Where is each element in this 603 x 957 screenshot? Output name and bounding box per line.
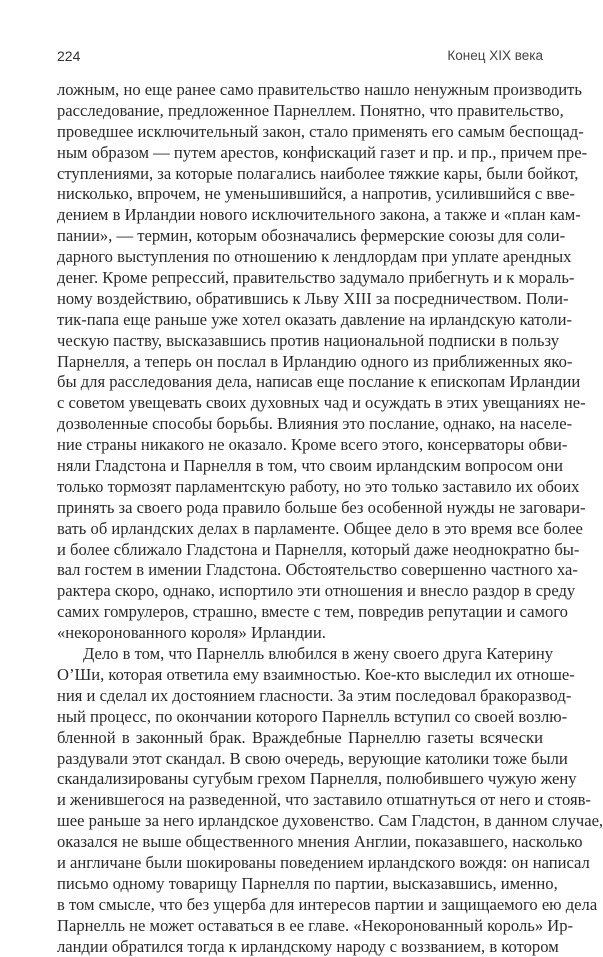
page-header xyxy=(57,48,543,68)
text-line: пании», — термин, которым обозначались фермерские союзы для соли- xyxy=(57,226,566,246)
running-title: Конец XIX века xyxy=(447,48,543,63)
text-line: рактера скоро, однако, испортило эти отношения и внесло раздор в среду xyxy=(57,581,576,601)
text-line: О’Ши, которая ответила ему взаимностью. Кое-кто выследил их отноше- xyxy=(57,664,575,684)
text-line: Дело в том, что Парнелль влюбился в жену своего друга Катерину xyxy=(83,644,554,664)
text-line: и более сближало Гладстона и Парнелля, который даже неоднократно бы- xyxy=(57,539,580,559)
text-line: шее раньше за него ирландское духовенство. Сам Гладстон, в данном случае, xyxy=(57,811,603,831)
text-line: тик-папа еще раньше уже хотел оказать давление на ирландскую католи- xyxy=(57,309,572,329)
text-line: принять за своего рода правило больше без особенной нужды не заговари- xyxy=(57,497,586,517)
page-number: 224 xyxy=(57,48,81,64)
text-line: денег. Кроме репрессий, правительство задумало прибегнуть и к мораль- xyxy=(57,268,575,288)
text-line: бленной в законный брак. Враждебные Парнеллю газеты всячески xyxy=(57,727,543,747)
text-line: ступлениями, за которые полагались наиболее тяжкие кары, были бойкот, xyxy=(57,163,579,183)
text-line: скандализированы сугубым грехом Парнелля, полюбившего чужую жену xyxy=(57,769,577,789)
text-line: вать об ирландских делах в парламенте. Общее дело в это время все более xyxy=(57,518,583,538)
text-line: вал гостем в имении Гладстона. Обстоятельство совершенно частного ха- xyxy=(57,560,578,580)
text-line: только тормозят парламентскую работу, но это только заставило их обоих xyxy=(57,476,580,496)
text-line: ный процесс, по окончании которого Парнелль вступил со своей возлю- xyxy=(57,706,568,726)
text-line: ным образом — путем арестов, конфискаций газет и пр. и пр., причем пре- xyxy=(57,142,588,162)
text-line: письмо одному товарищу Парнелля по партии, высказавшись, именно, xyxy=(57,873,558,893)
text-line: няли Гладстона и Парнелля в том, что своим ирландским вопросом они xyxy=(57,456,563,476)
text-line: ческую паству, высказавшись против национальной подписки в пользу xyxy=(57,330,560,350)
text-line: Парнелля, а теперь он послал в Ирландию одного из приближенных яко- xyxy=(57,351,573,371)
text-line: и англичане были шокированы поведением ирландского вождя: он написал xyxy=(57,852,590,872)
text-line: ние страны никакого не оказало. Кроме всего этого, консерваторы обви- xyxy=(57,435,568,455)
text-line: ния и сделал их достоянием гласности. За этим последовал бракоразвод- xyxy=(57,685,572,705)
text-line: дарного выступления по отношению к лендлордам при уплате арендных xyxy=(57,247,572,267)
text-line: ному воздействию, обратившись к Льву XIII за посредничеством. Поли- xyxy=(57,288,569,308)
text-line: дением в Ирландии нового исключительного закона, а также и «план кам- xyxy=(57,205,581,225)
text-line: самих гомрулеров, страшно, вместе с тем, повредив репутации и самого xyxy=(57,602,568,622)
text-line: с советом увещевать своих духовных чад и осуждать в этих увещаниях не- xyxy=(57,393,586,413)
text-line: нисколько, впрочем, не уменьшившийся, а напротив, усилившийся с вве- xyxy=(57,184,575,204)
text-line: ложным, но еще ранее само правительство нашло ненужным производить xyxy=(57,80,582,99)
text-line: дозволенные способы борьбы. Влияния это послание, однако, на населе- xyxy=(57,414,573,434)
body-text xyxy=(57,80,603,957)
text-line: в том смысле, что без ущерба для интересов партии и защищаемого ею дела xyxy=(57,894,598,914)
text-line: бы для расследования дела, написав еще послание к епископам Ирландии xyxy=(57,372,581,392)
text-line: расследование, предложенное Парнеллем. Понятно, что правительство, xyxy=(57,100,564,120)
text-line: оказался не выше общественного мнения Англии, показавшего, насколько xyxy=(57,832,583,852)
text-line: проведшее исключительный закон, стало применять его самым беспощад- xyxy=(57,121,584,141)
text-line: и женившегося на разведенной, что заставило отшатнуться от него и стояв- xyxy=(57,790,591,810)
text-line: ландии обратился тогда к ирландскому народу с воззванием, в котором xyxy=(57,936,559,956)
text-line: раздували этот скандал. В свою очередь, верующие католики тоже были xyxy=(57,748,568,768)
text-line: «некоронованного короля» Ирландии. xyxy=(57,623,326,643)
text-line: Парнелль не может оставаться в ее главе. «Некоронованный король» Ир- xyxy=(57,915,574,935)
